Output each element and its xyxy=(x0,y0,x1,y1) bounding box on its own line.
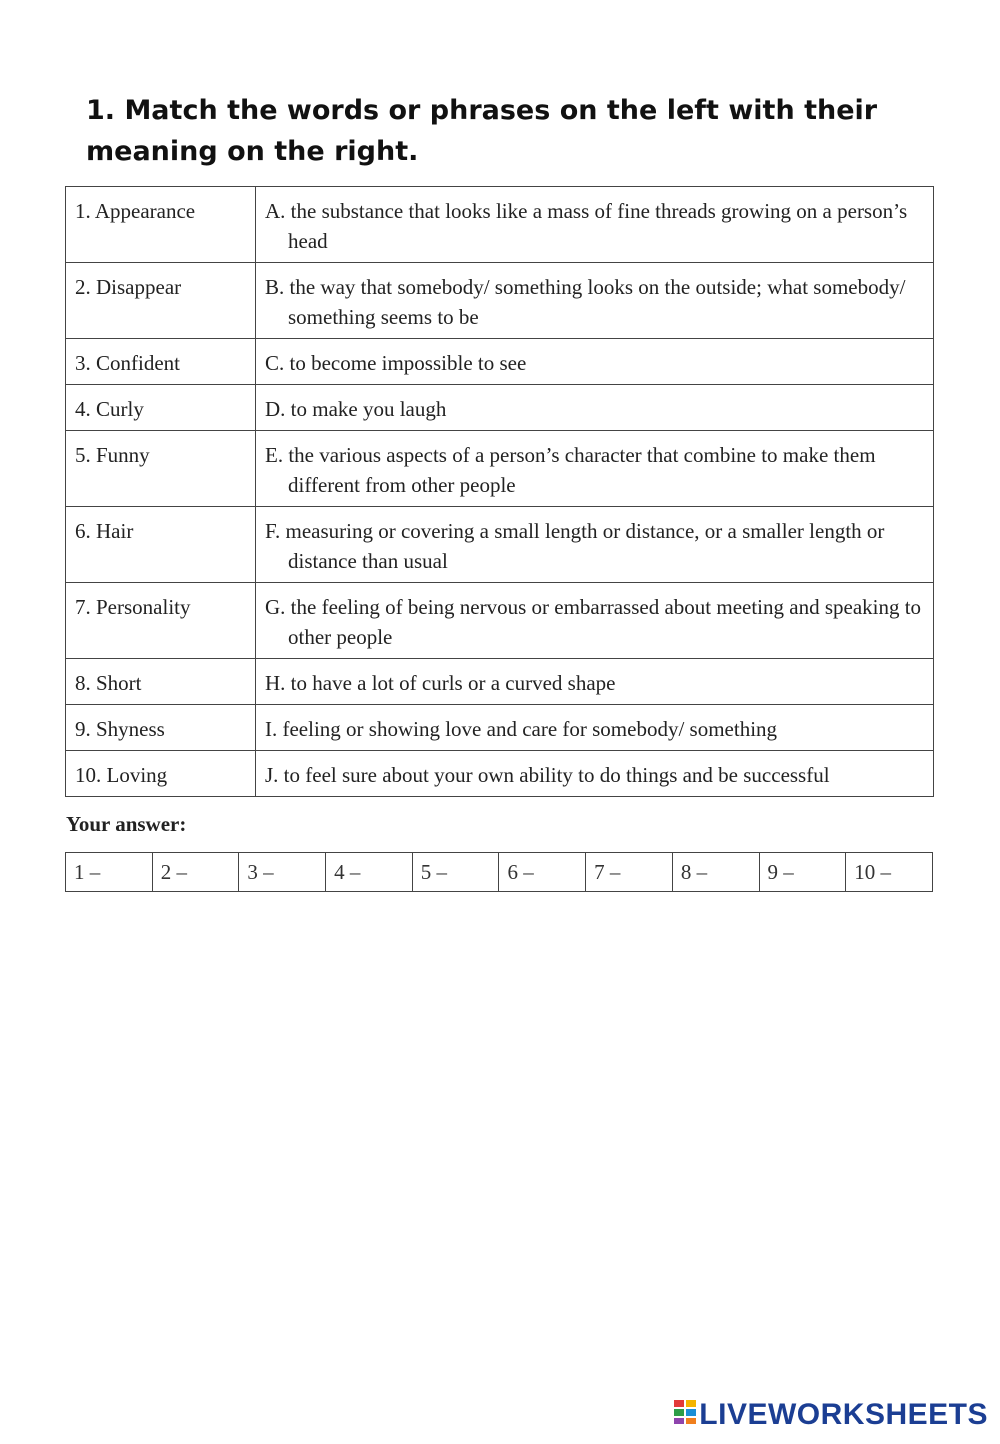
word-cell: 5. Funny xyxy=(66,431,256,507)
meaning-cell: F. measuring or covering a small length or distance, or a smaller length or distance than usual xyxy=(256,507,934,583)
word-cell: 1. Appearance xyxy=(66,187,256,263)
answer-box-6[interactable]: 6 – xyxy=(499,853,586,892)
meaning-cell: G. the feeling of being nervous or embarrassed about meeting and speaking to other people xyxy=(256,583,934,659)
answer-box-10[interactable]: 10 – xyxy=(846,853,933,892)
answer-table xyxy=(65,852,933,892)
word-cell: 9. Shyness xyxy=(66,705,256,751)
table-row xyxy=(66,263,934,339)
meaning-cell: J. to feel sure about your own ability to do things and be successful xyxy=(256,751,934,797)
brand-name: LIVEWORKSHEETS xyxy=(699,1398,988,1431)
answer-box-4[interactable]: 4 – xyxy=(326,853,413,892)
table-row xyxy=(66,187,934,263)
matching-table xyxy=(65,186,934,797)
answer-box-3[interactable]: 3 – xyxy=(239,853,326,892)
meaning-cell: D. to make you laugh xyxy=(256,385,934,431)
table-row xyxy=(66,751,934,797)
liveworksheets-logo-icon xyxy=(674,1398,696,1432)
answer-box-5[interactable]: 5 – xyxy=(412,853,499,892)
meaning-cell: H. to have a lot of curls or a curved shape xyxy=(256,659,934,705)
word-cell: 4. Curly xyxy=(66,385,256,431)
word-cell: 3. Confident xyxy=(66,339,256,385)
liveworksheets-brand xyxy=(674,1398,988,1432)
table-row xyxy=(66,339,934,385)
table-row xyxy=(66,583,934,659)
word-cell: 10. Loving xyxy=(66,751,256,797)
table-row xyxy=(66,385,934,431)
word-cell: 2. Disappear xyxy=(66,263,256,339)
answer-label: Your answer: xyxy=(66,812,187,836)
answer-box-7[interactable]: 7 – xyxy=(586,853,673,892)
table-row xyxy=(66,431,934,507)
answer-box-9[interactable]: 9 – xyxy=(759,853,846,892)
answer-box-8[interactable]: 8 – xyxy=(672,853,759,892)
answer-box-1[interactable]: 1 – xyxy=(66,853,153,892)
answer-box-2[interactable]: 2 – xyxy=(152,853,239,892)
table-row xyxy=(66,659,934,705)
meaning-cell: C. to become impossible to see xyxy=(256,339,934,385)
table-row xyxy=(66,507,934,583)
word-cell: 6. Hair xyxy=(66,507,256,583)
table-row xyxy=(66,705,934,751)
meaning-cell: I. feeling or showing love and care for somebody/ something xyxy=(256,705,934,751)
word-cell: 8. Short xyxy=(66,659,256,705)
word-cell: 7. Personality xyxy=(66,583,256,659)
meaning-cell: E. the various aspects of a person’s character that combine to make them different from other people xyxy=(256,431,934,507)
answer-row xyxy=(66,853,933,892)
exercise-title: 1. Match the words or phrases on the left with their meaning on the right. xyxy=(86,95,878,167)
meaning-cell: A. the substance that looks like a mass of fine threads growing on a person’s head xyxy=(256,187,934,263)
meaning-cell: B. the way that somebody/ something looks on the outside; what somebody/ something seems to be xyxy=(256,263,934,339)
